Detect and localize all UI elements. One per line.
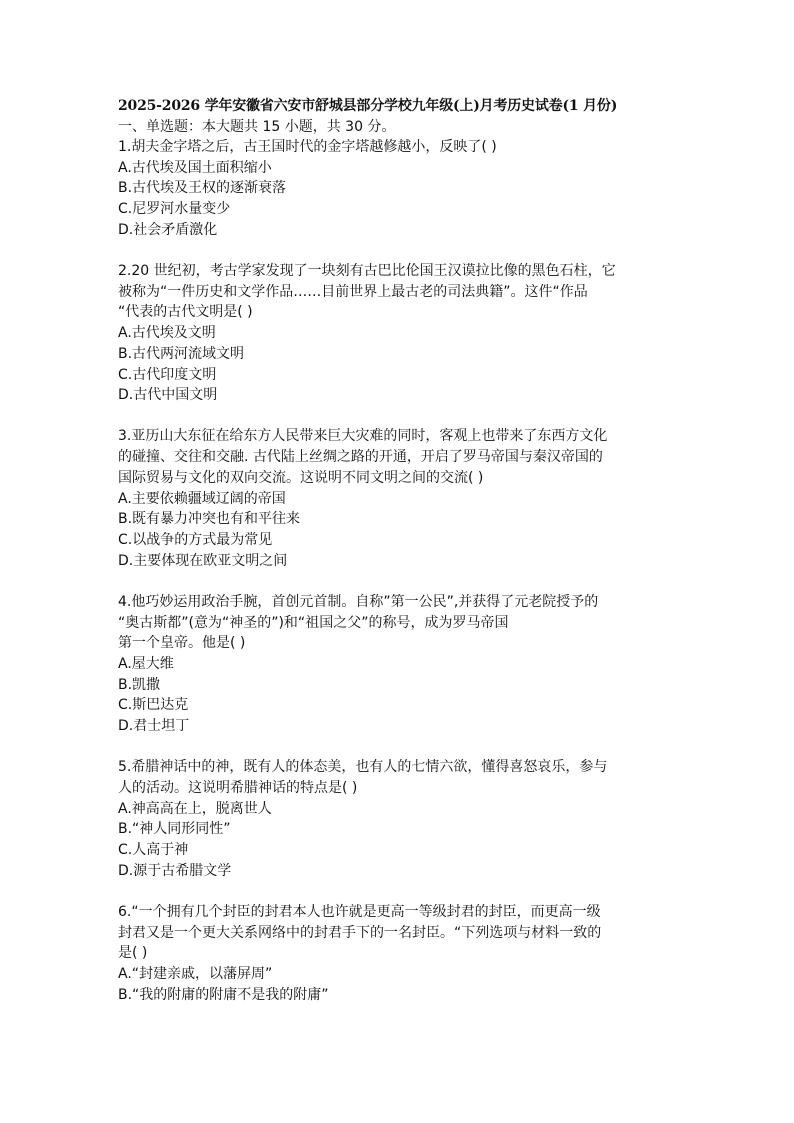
answer-option: D.古代中国文明 — [118, 387, 218, 404]
exam-title: 2025-2026 学年安徽省六安市舒城县部分学校九年级(上)月考历史试卷(1 月份) — [118, 98, 618, 114]
question-stem-line: 被称为“一件历史和文学作品……目前世界上最古老的司法典籍”。这件“作品 — [118, 283, 588, 300]
question-stem — [118, 592, 678, 654]
answer-option: B.“神人同形同性” — [118, 821, 231, 838]
question-stem — [118, 137, 678, 158]
question-stem-line: 第一个皇帝。他是( ) — [118, 635, 246, 652]
question-stem-line: 5.希腊神话中的神，既有人的体态美，也有人的七情六欲，懂得喜怒哀乐，参与 — [118, 759, 608, 776]
section-heading: 一、单选题：本大题共 15 小题，共 30 分。 — [118, 118, 396, 135]
exam-page — [118, 96, 678, 1026]
answer-option: B.“我的附庸的附庸不是我的附庸” — [118, 986, 329, 1003]
answer-option: A.神高高在上，脱离世人 — [118, 800, 272, 817]
answer-option: D.源于古希腊文学 — [118, 862, 232, 879]
question-stem-line: 6.“一个拥有几个封臣的封君本人也许就是更高一等级封君的封臣，而更高一级 — [118, 904, 601, 920]
answer-option: A.古代埃及文明 — [118, 325, 216, 342]
question-2 — [118, 261, 678, 406]
answer-option: D.主要体现在欧亚文明之间 — [118, 552, 288, 569]
question-stem-line: “代表的古代文明是( ) — [118, 304, 253, 321]
answer-option: B.古代埃及王权的逐渐衰落 — [118, 180, 287, 197]
answer-option: C.以战争的方式最为常见 — [118, 531, 273, 548]
question-3 — [118, 426, 678, 571]
question-1 — [118, 137, 678, 241]
answer-option: D.社会矛盾激化 — [118, 221, 218, 238]
question-6 — [118, 902, 678, 1006]
answer-option: D.君士坦丁 — [118, 718, 190, 735]
answer-option: B.凯撒 — [118, 676, 161, 693]
question-stem-line: 3.亚历山大东征在给东方人民带来巨大灾难的同时，客观上也带来了东西方文化 — [118, 428, 608, 445]
answer-option: C.斯巴达克 — [118, 697, 189, 714]
question-stem — [118, 757, 678, 798]
answer-option: C.尼罗河水量变少 — [118, 201, 231, 218]
answer-option: A.“封建亲戚，以藩屏周” — [118, 966, 273, 983]
answer-option: A.主要依赖疆域辽阔的帝国 — [118, 490, 286, 507]
answer-option: B.古代两河流域文明 — [118, 345, 245, 362]
question-stem-line: 人的活动。这说明希腊神话的特点是( ) — [118, 779, 358, 796]
answer-option: A.屋大维 — [118, 655, 174, 672]
question-stem — [118, 902, 678, 964]
question-list — [118, 137, 678, 1006]
question-stem-line: 封君又是一个更大关系网络中的封君手下的一名封臣。“下列选项与材料一致的 — [118, 924, 602, 941]
question-4 — [118, 592, 678, 737]
question-stem-line: 2.20 世纪初，考古学家发现了一块刻有古巴比伦国王汉谟拉比像的黑色石柱，它 — [118, 263, 616, 280]
answer-option: B.既有暴力冲突也有和平往来 — [118, 511, 301, 528]
question-stem-line: 是( ) — [118, 945, 148, 962]
question-stem — [118, 426, 678, 488]
question-stem-line: 4.他巧妙运用政治手腕，首创元首制。自称”第一公民”,并获得了元老院授予的 — [118, 593, 599, 610]
question-stem — [118, 261, 678, 323]
question-stem-line: “奥古斯都”(意为“神圣的”)和“祖国之父”的称号，成为罗马帝国 — [118, 614, 509, 631]
answer-option: A.古代埃及国土面积缩小 — [118, 159, 272, 176]
question-stem-line: 国际贸易与文化的双向交流。这说明不同文明之间的交流( ) — [118, 469, 484, 486]
answer-option: C.古代印度文明 — [118, 366, 217, 383]
answer-option: C.人高于神 — [118, 842, 189, 859]
question-stem-line: 1.胡夫金字塔之后，古王国时代的金字塔越修越小，反映了( ) — [118, 139, 497, 155]
question-stem-line: 的碰撞、交往和交融. 古代陆上丝绸之路的开通，开启了罗马帝国与秦汉帝国的 — [118, 449, 603, 466]
question-5 — [118, 757, 678, 881]
